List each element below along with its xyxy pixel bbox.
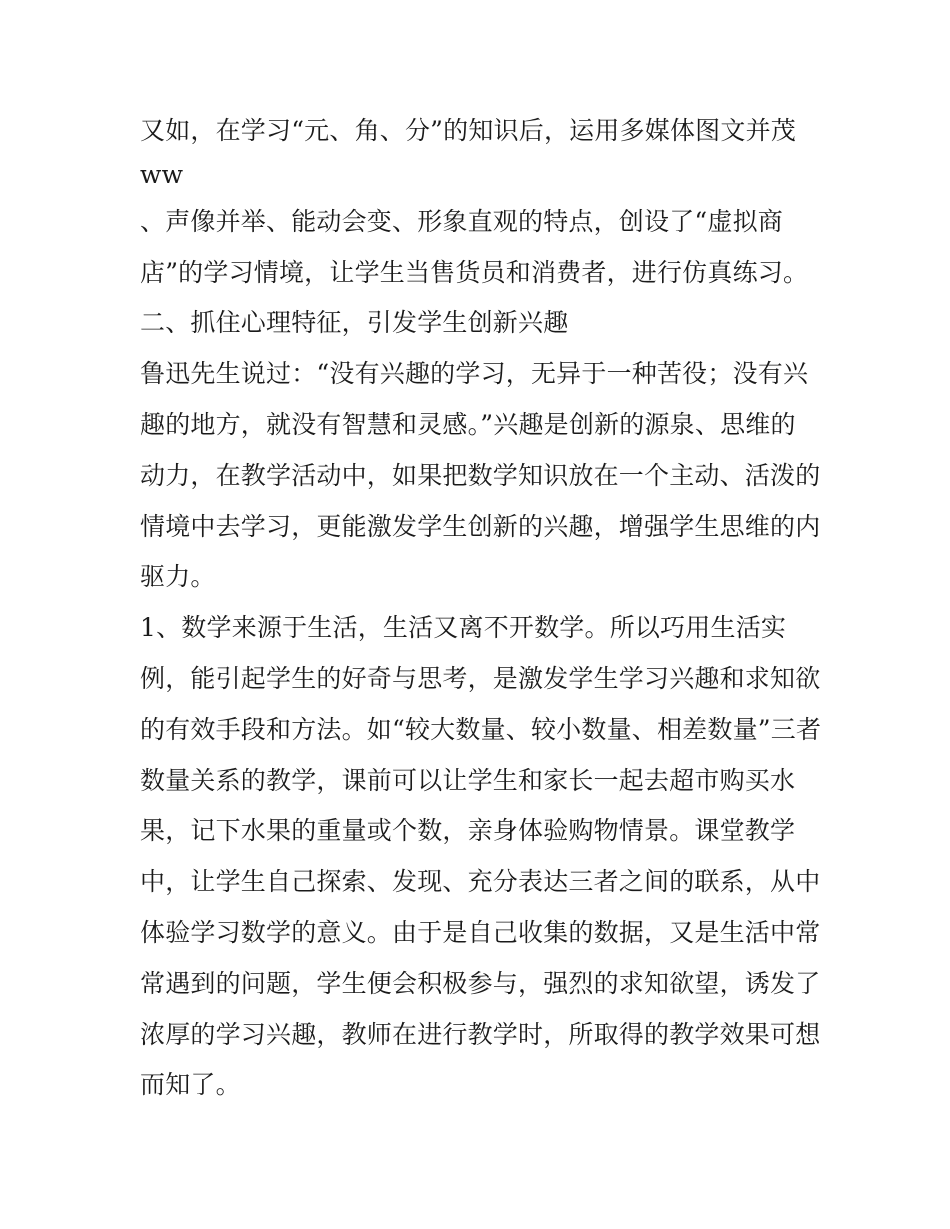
text-line: 常遇到的问题，学生便会积极参与，强烈的求知欲望，诱发了 <box>140 968 821 998</box>
text-line: 店”的学习情境，让学生当售货员和消费者，进行仿真练习。 <box>140 257 809 287</box>
text-line: 体验学习数学的意义。由于是自己收集的数据，又是生活中常 <box>140 917 821 947</box>
text-line: 1、数学来源于生活，生活又离不开数学。所以巧用生活实 <box>140 613 787 643</box>
text-line: 、声像并举、能动会变、形象直观的特点，创设了“虚拟商 <box>140 206 783 236</box>
text-line: 的有效手段和方法。如“较大数量、较小数量、相差数量”三者 <box>140 714 822 744</box>
document-body <box>140 106 830 1111</box>
text-line: 中，让学生自己探索、发现、充分表达三者之间的联系，从中 <box>140 867 821 897</box>
text-line: 情境中去学习，更能激发学生创新的兴趣，增强学生思维的内 <box>140 511 821 541</box>
text-line: 而知了。 <box>140 1070 241 1100</box>
section-heading: 二、抓住心理特征，引发学生创新兴趣 <box>140 308 569 338</box>
text-line: 趣的地方，就没有智慧和灵感。”兴趣是创新的源泉、思维的 <box>140 409 796 439</box>
text-line: 动力，在教学活动中，如果把数学知识放在一个主动、活泼的 <box>140 460 821 490</box>
text-line: 鲁迅先生说过：“没有兴趣的学习，无异于一种苦役；没有兴 <box>140 359 809 389</box>
text-line: 又如，在学习“元、角、分”的知识后，运用多媒体图文并茂 <box>140 116 796 145</box>
text-line: 驱力。 <box>140 562 216 592</box>
text-line: 数量关系的教学，课前可以让学生和家长一起去超市购买水 <box>140 765 796 795</box>
text-line: 浓厚的学习兴趣，教师在进行教学时，所取得的教学效果可想 <box>140 1019 821 1049</box>
text-line: ww <box>140 159 184 189</box>
text-line: 果，记下水果的重量或个数，亲身体验购物情景。课堂教学 <box>140 816 796 846</box>
text-line: 例，能引起学生的好奇与思考，是激发学生学习兴趣和求知欲 <box>140 663 821 693</box>
